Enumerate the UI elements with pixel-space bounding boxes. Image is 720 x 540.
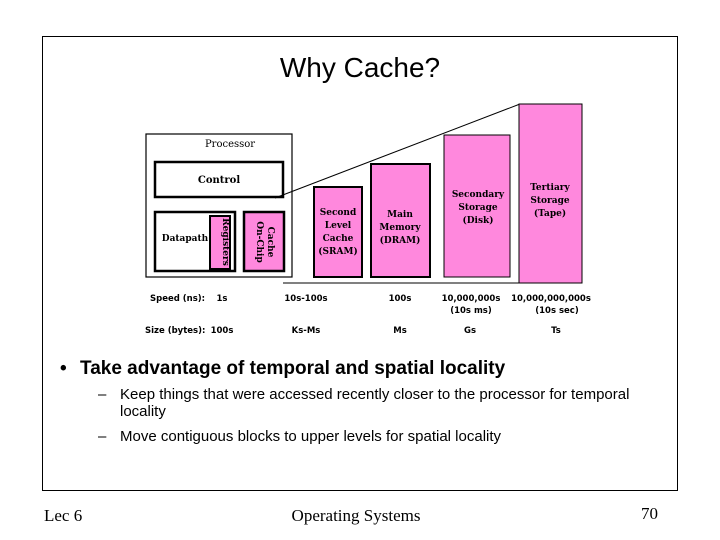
speed-value: 10,000,000,000s — [511, 294, 591, 304]
size-value: Gs — [463, 326, 477, 336]
level-main-memory — [371, 164, 430, 277]
speed-subvalue: (10s sec) — [535, 306, 579, 316]
main-bullet — [60, 358, 505, 380]
level-second-cache-line: Second — [319, 208, 357, 218]
level-main-memory-line: Memory — [379, 223, 421, 233]
level-secondary-storage-line: Storage — [458, 203, 498, 213]
speed-value: 10s-100s — [284, 294, 328, 304]
level-second-cache-line: Cache — [322, 234, 354, 244]
level-tertiary-storage — [519, 104, 582, 283]
size-row-label: Size (bytes): — [145, 326, 206, 336]
level-secondary-storage-line: Secondary — [451, 190, 505, 200]
bullet-symbol: • — [60, 358, 67, 379]
level-second-cache-line: Level — [324, 221, 352, 231]
sub-bullet-text: Keep things that were accessed recently closer to the processor for temporal locality — [120, 386, 630, 420]
control-label: Control — [197, 175, 241, 186]
footer-course: Operating Systems — [291, 506, 421, 525]
speed-subvalue: (10s ms) — [450, 306, 492, 316]
onchip-cache-label-2: Cache — [265, 226, 275, 258]
level-second-cache-line: (SRAM) — [318, 247, 358, 257]
speed-value: 10,000,000s — [441, 294, 501, 304]
level-second-cache — [314, 187, 362, 277]
speed-row-label: Speed (ns): — [150, 294, 206, 304]
speed-value: 1s — [216, 294, 228, 304]
level-tertiary-storage-line: Tertiary — [530, 183, 570, 193]
sub-bullet-dash: – — [98, 428, 107, 445]
footer-page-number: 70 — [641, 504, 658, 523]
slide-title: Why Cache? — [279, 52, 441, 83]
level-tertiary-storage-line: Storage — [530, 196, 570, 206]
registers-label: Registers — [220, 218, 230, 266]
processor-label: Processor — [204, 139, 256, 150]
level-secondary-storage-line: (Disk) — [462, 216, 494, 226]
size-value: 100s — [210, 326, 234, 336]
size-value: Ks-Ms — [291, 326, 321, 336]
size-value: Ms — [393, 326, 407, 336]
onchip-cache-label-1: On-Chip — [254, 221, 264, 263]
level-main-memory-line: (DRAM) — [379, 236, 421, 246]
speed-value: 100s — [388, 294, 412, 304]
sub-bullet-text: Move contiguous blocks to upper levels for spatial locality — [120, 428, 502, 445]
sub-bullet-dash: – — [98, 386, 107, 403]
level-tertiary-storage-line: (Tape) — [533, 209, 567, 219]
level-main-memory-line: Main — [387, 210, 413, 220]
size-value: Ts — [551, 326, 561, 336]
datapath-label: Datapath — [161, 234, 209, 244]
footer-lecture: Lec 6 — [44, 506, 83, 525]
main-bullet-text: Take advantage of temporal and spatial locality — [80, 358, 506, 379]
